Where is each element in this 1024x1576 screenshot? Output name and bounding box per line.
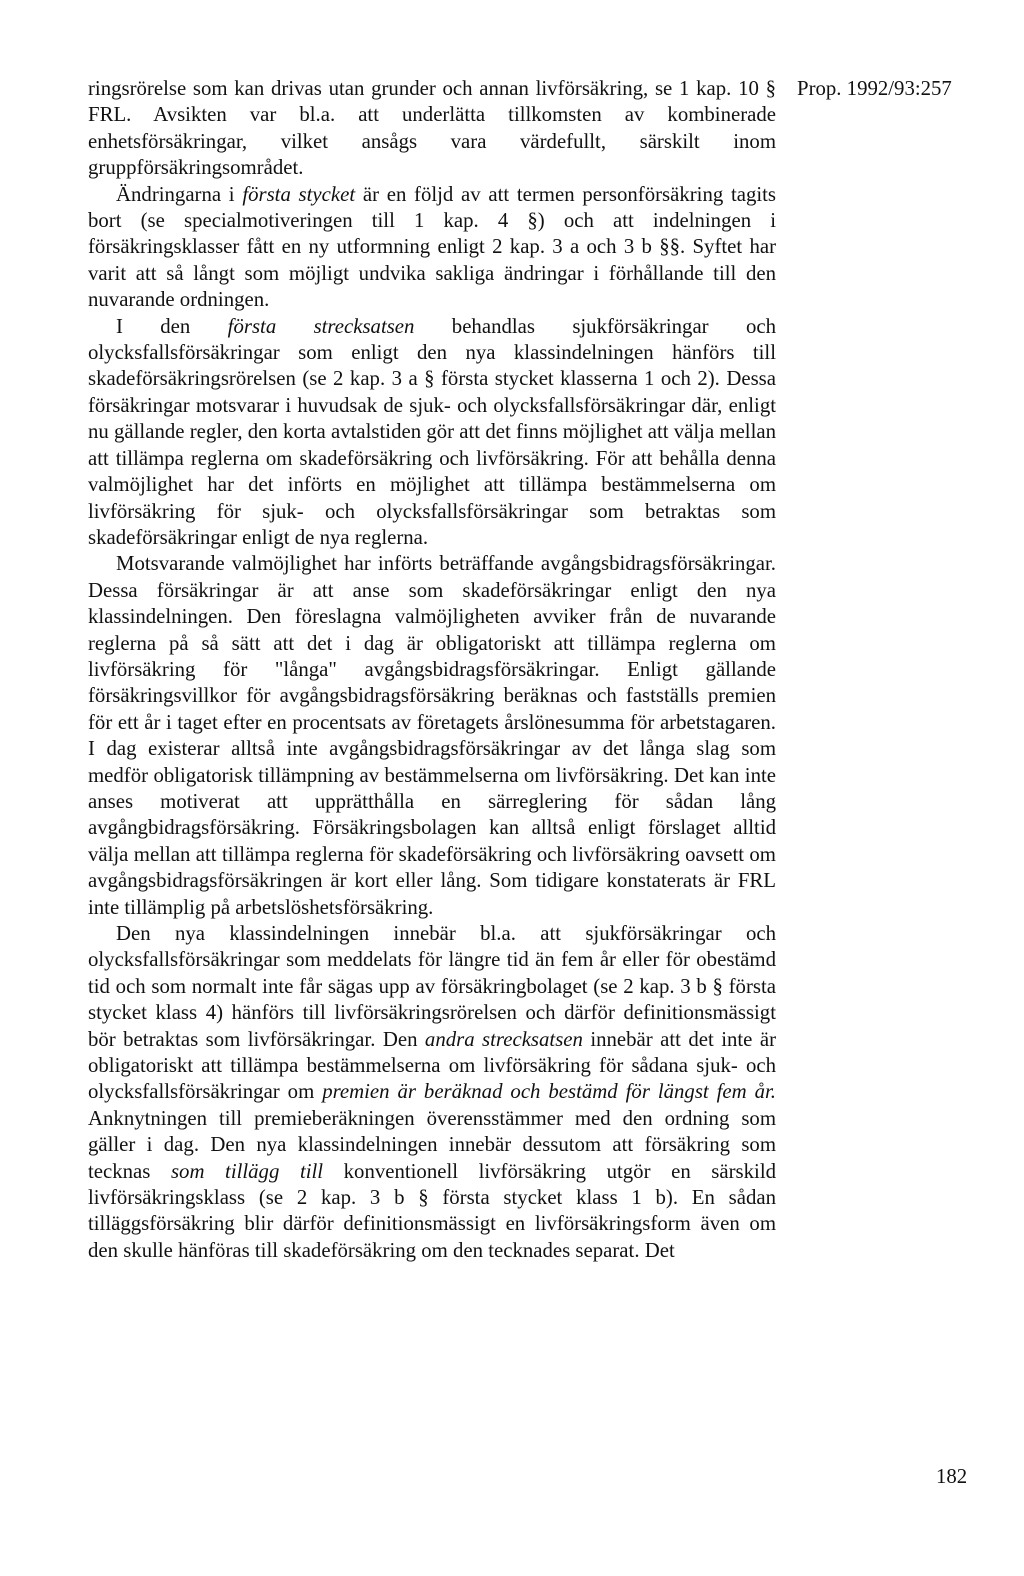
text-segment: Anknytningen till premieberäkningen överensstämmer med den ordning som gäller i dag. Den nya klassindelningen innebär dessutom att försäkring som tecknas: [88, 1106, 776, 1183]
italic-text: första stycket: [242, 182, 356, 206]
text-segment: Den nya klassindelningen innebär bl.a. att sjukförsäkringar och olycksfallsförsäkringar som meddelats för längre tid än fem år eller för obestämd tid och som normalt inte får sägas upp av försäkringbolaget (se 2 kap. 3 b § första stycket klass 4) hänförs till livförsäkringsrörelsen och därför definitionsmässigt bör betraktas som livförsäkringar. Den: [88, 922, 776, 1051]
italic-text: premien är beräknad och bestämd för längst fem år.: [322, 1080, 776, 1104]
text-segment: innebär att det inte är obligatoriskt att tillämpa bestämmelserna om livförsäkring för sådana sjuk- och olycksfallsförsäkringar om: [88, 1027, 776, 1104]
paragraph-p3: [88, 314, 776, 552]
text-segment: ringsrörelse som kan drivas utan grunder och annan livförsäkring, se 1 kap. 10 § FRL. Avsikten var bl.a. att underlätta tillkomsten av kombinerade enhetsförsäkringar, vilket ansågs vara värdefullt, särskilt inom gruppförsäkringsområdet.: [88, 77, 776, 180]
body-text: [88, 76, 776, 1264]
text-segment: Motsvarande valmöjlighet har införts beträffande avgångsbidragsförsäkringar. Dessa försäkringar är att anse som skadeförsäkringar enligt den nya klassindelningen. Den föreslagna valmöjligheten avviker från de nuvarande reglerna på så sätt att det i dag är obligatoriskt att tillämpa reglerna om livförsäkring för "långa" avgångsbidragsförsäkringar. Enligt gällande försäkringsvillkor för avgångsbidragsförsäkring beräknas och fastställs premien för ett år i taget efter en procentsats av företagets årslönesumma för arbetstagaren. I dag existerar alltså inte avgångsbidragsförsäkringar av det långa slag som medför obligatorisk tillämpning av bestämmelserna om livförsäkring. Det kan inte anses motiverat att upprätthålla en särreglering för sådan lång avgångbidragsförsäkring. Försäkringsbolagen kan alltså enligt förslaget alltid välja mellan att tillämpa reglerna för skadeförsäkring och livförsäkring oavsett om avgångsbidragsförsäkringen är kort eller lång. Som tidigare konstaterats är FRL inte tillämplig på arbetslöshetsförsäkring.: [88, 552, 776, 919]
italic-text: andra strecksatsen: [424, 1027, 583, 1051]
page-number: 182: [936, 1465, 968, 1488]
text-segment: Ändringarna i: [116, 182, 243, 206]
italic-text: som tillägg till: [170, 1159, 324, 1183]
paragraph-p4: [88, 551, 776, 921]
text-segment: behandlas sjukförsäkringar och olycksfallsförsäkringar som enligt den nya klassindelningen hänförs till skadeförsäkringsrörelsen (se 2 kap. 3 a § första stycket klasserna 1 och 2). Dessa försäkringar motsvarar i huvudsak de sjuk- och olycksfallsförsäkringar där, enligt nu gällande regler, den korta avtalstiden gör att det finns möjlighet att välja mellan att tillämpa reglerna om skadeförsäkring och livförsäkring. För att behålla denna valmöjlighet har det införts en möjlighet att tillämpa bestämmelserna om livförsäkring för sjuk- och olycksfallsförsäkringar som betraktas som skadeförsäkringar enligt de nya reglerna.: [88, 314, 776, 549]
text-segment: är en följd av att termen personförsäkring tagits bort (se specialmotiveringen till 1 kap. 4 §) och att indelningen i försäkringsklasser fått en ny utformning enligt 2 kap. 3 a och 3 b §§. Syftet har varit att så långt som möjligt undvika sakliga ändringar i förhållande till den nuvarande ordningen.: [88, 182, 777, 312]
paragraph-p2: [88, 182, 776, 314]
text-segment: konventionell livförsäkring utgör en särskild livförsäkringsklass (se 2 kap. 3 b § första stycket klass 1 b). En sådan tilläggsförsäkring blir därför definitionsmässigt en livförsäkringsform även om den skulle hänföras till skadeförsäkring om den tecknades separat. Det: [88, 1159, 776, 1262]
proposition-reference: Prop. 1992/93:257: [797, 77, 952, 100]
italic-text: första strecksatsen: [227, 314, 415, 338]
text-segment: I den: [116, 314, 228, 338]
paragraph-p5: [88, 921, 776, 1264]
paragraph-p1: [88, 76, 776, 182]
